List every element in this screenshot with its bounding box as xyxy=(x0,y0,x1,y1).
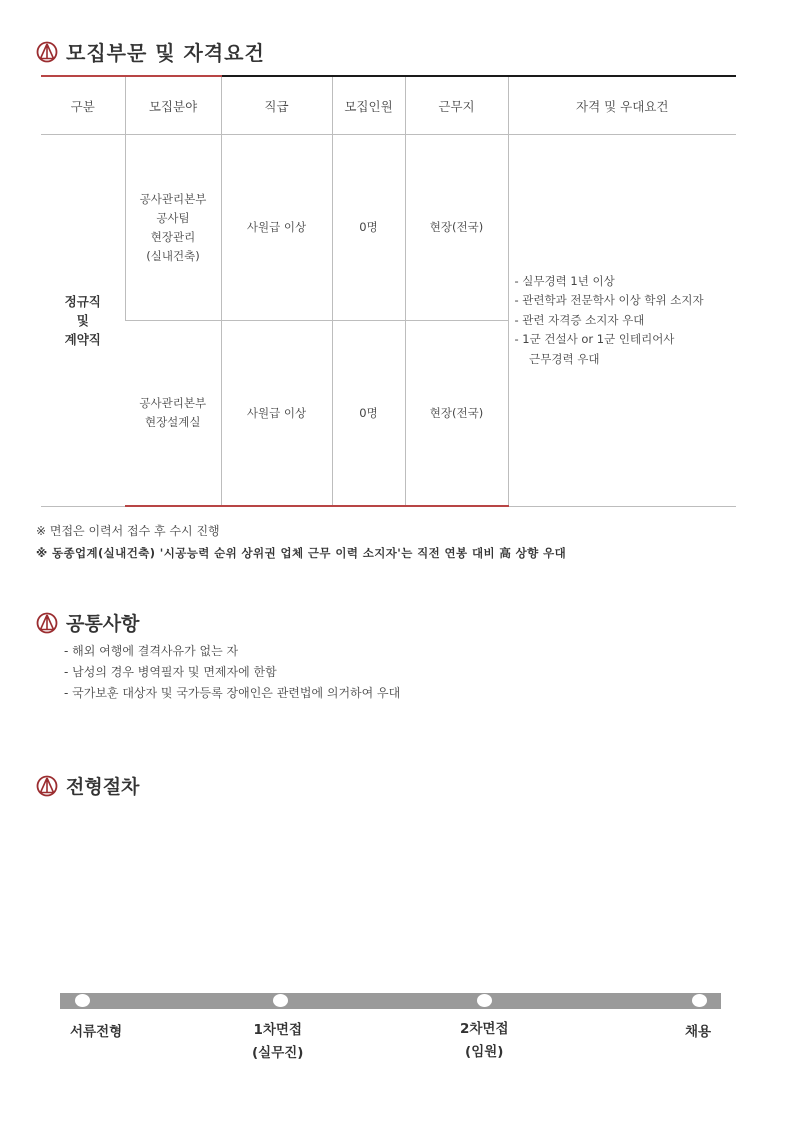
common-list xyxy=(64,641,400,704)
field-line: (실내건축) xyxy=(146,248,200,263)
step-dot xyxy=(273,994,288,1007)
header-category: 구분 xyxy=(41,76,125,135)
field-cell xyxy=(125,321,221,507)
recruit-table xyxy=(41,75,736,507)
field-cell xyxy=(125,135,221,321)
location-cell: 현장(전국) xyxy=(405,321,508,507)
count-cell: 0명 xyxy=(332,135,405,321)
step-label: 채용 xyxy=(685,1024,712,1040)
rank-cell: 사원급 이상 xyxy=(221,321,332,507)
note-interview: ※ 면접은 이력서 접수 후 수시 진행 xyxy=(36,524,220,538)
step-label: 2차면접 xyxy=(460,1021,509,1037)
step-document-screening xyxy=(70,1021,122,1044)
location-cell: 현장(전국) xyxy=(405,135,508,321)
step-dot xyxy=(477,994,492,1007)
header-qualifications: 자격 및 우대요건 xyxy=(508,76,736,135)
qualification-item: - 실무경력 1년 이상 xyxy=(514,273,615,288)
header-location: 근무지 xyxy=(405,76,508,135)
qualification-item: - 1군 건설사 or 1군 인테리어사 xyxy=(514,332,675,346)
qualification-item: - 관련 자격증 소지자 우대 xyxy=(514,312,645,327)
company-logo-icon xyxy=(36,612,58,634)
step-sublabel: (실무진) xyxy=(252,1045,304,1061)
table-header-row xyxy=(41,76,736,135)
list-item: - 국가보훈 대상자 및 국가등록 장애인은 관련법에 의거하여 우대 xyxy=(64,686,401,700)
table-row xyxy=(41,135,736,321)
count-cell: 0명 xyxy=(332,321,405,507)
qualification-item: 근무경력 우대 xyxy=(514,351,600,366)
step-first-interview xyxy=(252,1019,303,1065)
process-bar xyxy=(60,993,721,1009)
field-line: 공사관리본부 xyxy=(139,191,207,206)
rank-cell: 사원급 이상 xyxy=(221,135,332,321)
list-item: - 해외 여행에 결격사유가 없는 자 xyxy=(64,644,239,658)
step-hire xyxy=(685,1021,711,1044)
company-logo-icon xyxy=(36,41,58,63)
header-field: 모집분야 xyxy=(125,76,221,135)
qualification-item: - 관련학과 전문학사 이상 학위 소지자 xyxy=(514,293,704,307)
section-heading: 공통사항 xyxy=(66,613,140,635)
step-dot xyxy=(692,994,707,1007)
field-line: 현장관리 xyxy=(150,229,196,244)
qualifications-cell xyxy=(508,135,736,507)
field-line: 현장설계실 xyxy=(144,415,201,429)
category-line: 및 xyxy=(76,312,89,328)
step-sublabel: (임원) xyxy=(465,1044,504,1060)
page-title: 모집부문 및 자격요건 xyxy=(66,41,265,65)
company-logo-icon xyxy=(36,775,58,797)
category-cell xyxy=(41,135,125,507)
process-section-title xyxy=(36,772,139,799)
step-second-interview xyxy=(460,1018,509,1064)
category-line: 계약직 xyxy=(64,331,101,347)
field-line: 공사팀 xyxy=(156,210,190,225)
common-section-title xyxy=(36,609,139,636)
recruit-section-title xyxy=(36,37,265,66)
section-heading: 전형절차 xyxy=(66,776,140,798)
step-dot xyxy=(75,994,90,1007)
step-label: 서류전형 xyxy=(70,1024,123,1040)
note-preference: ※ 동종업계(실내건축) '시공능력 순위 상위권 업체 근무 이력 소지자'는 직전 연봉 대비 高 상향 우대 xyxy=(36,546,567,560)
notes xyxy=(36,520,566,564)
step-label: 1차면접 xyxy=(253,1022,302,1038)
category-line: 정규직 xyxy=(64,293,101,309)
header-rank: 직급 xyxy=(221,76,332,135)
header-count: 모집인원 xyxy=(332,76,405,135)
list-item: - 남성의 경우 병역필자 및 면제자에 한함 xyxy=(64,665,277,679)
field-line: 공사관리본부 xyxy=(139,396,207,410)
